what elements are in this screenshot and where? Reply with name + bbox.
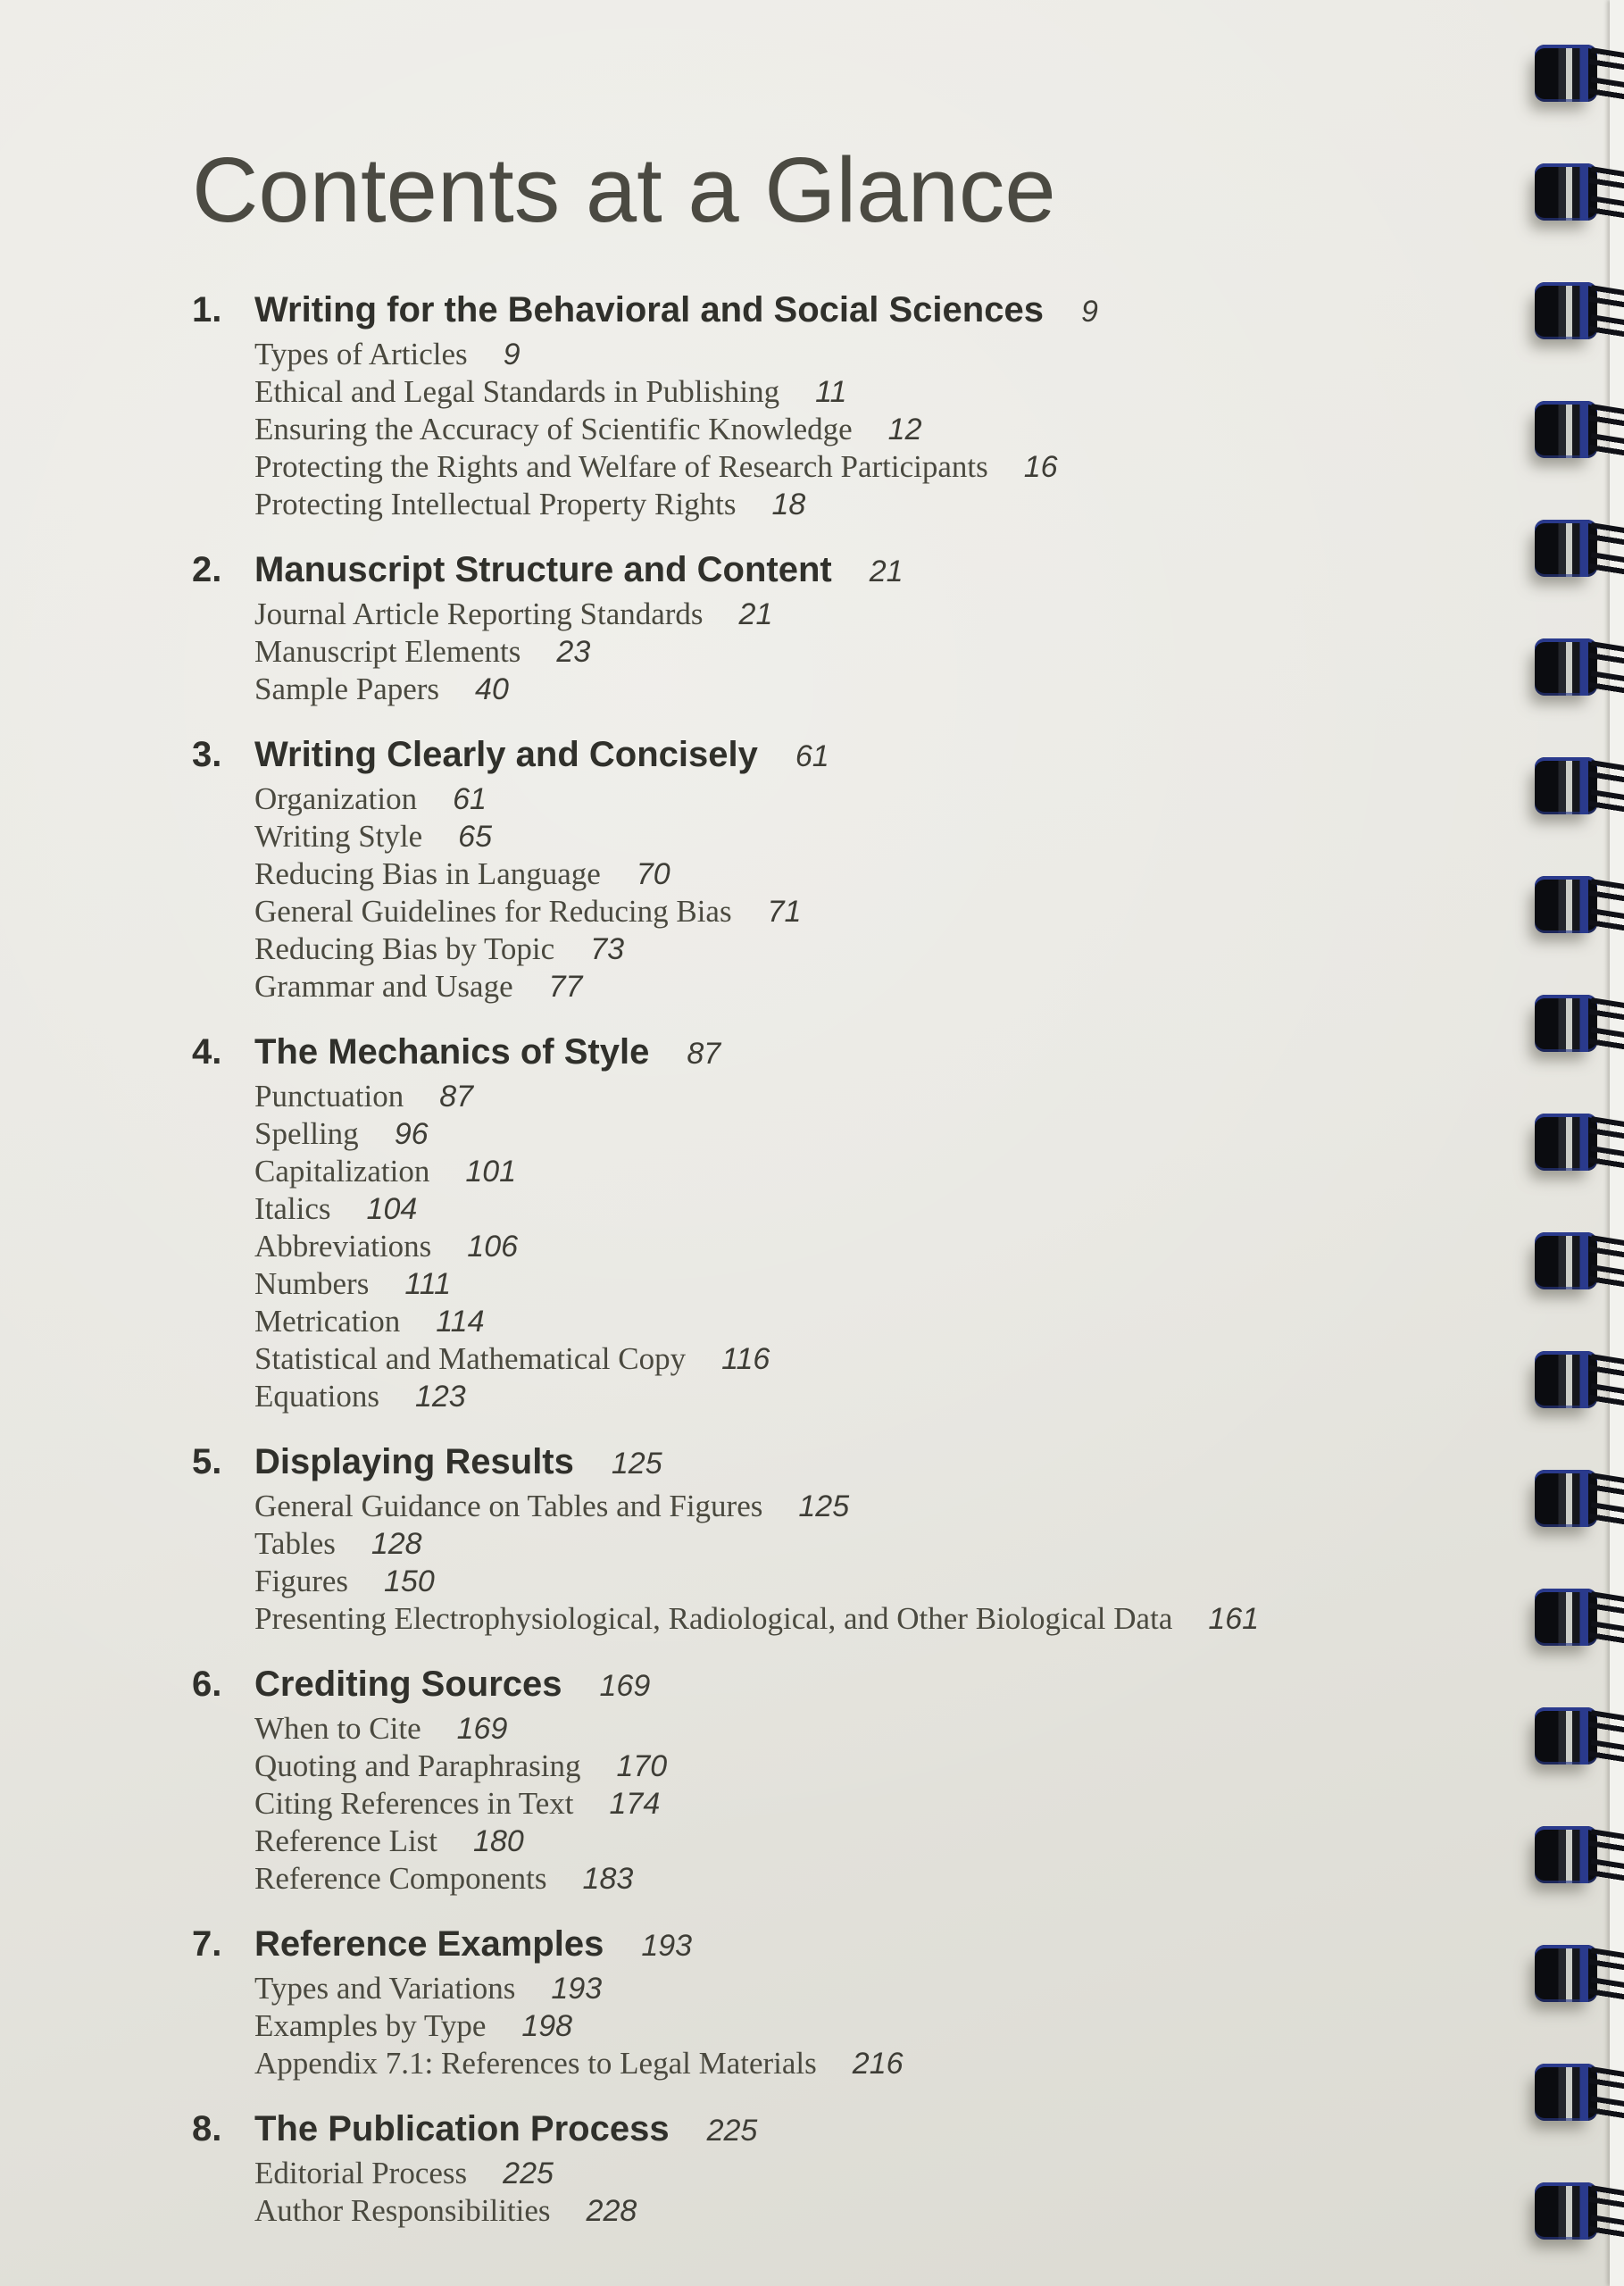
section-page-number: 193 <box>641 1929 693 1963</box>
section-items <box>192 1710 1433 1898</box>
binding-hole <box>1535 1114 1597 1171</box>
toc-section <box>192 735 1433 1005</box>
toc-item <box>254 780 1433 818</box>
toc-item <box>254 818 1433 855</box>
toc-item <box>254 2045 1433 2082</box>
binding-hole <box>1535 1470 1597 1527</box>
binding-coil-icon <box>1535 757 1624 814</box>
toc-item-label: Sample Papers <box>254 672 440 706</box>
toc-item <box>254 596 1433 633</box>
toc-item-label: Types and Variations <box>254 1971 516 2006</box>
toc-item <box>254 1600 1433 1638</box>
toc-item-label: Quoting and Paraphrasing <box>254 1748 581 1783</box>
toc-item-label: General Guidance on Tables and Figures <box>254 1489 763 1523</box>
section-items <box>192 780 1433 1005</box>
section-number: 8. <box>192 2109 222 2148</box>
binding-hole <box>1535 1707 1597 1765</box>
binding-hole <box>1535 1945 1597 2002</box>
section-title: Writing for the Behavioral and Social Sciences <box>254 290 1044 330</box>
binding-coil-icon <box>1535 1470 1624 1527</box>
toc-item-page: 23 <box>556 635 591 669</box>
toc-item <box>254 633 1433 671</box>
toc-item-label: Tables <box>254 1526 336 1561</box>
toc-item-page: 174 <box>609 1787 661 1821</box>
section-items <box>192 1488 1433 1638</box>
section-title: Manuscript Structure and Content <box>254 550 832 589</box>
toc-item <box>254 2192 1433 2230</box>
section-page-number: 169 <box>599 1669 651 1703</box>
binding-hole <box>1535 995 1597 1052</box>
binding-coil-icon <box>1535 282 1624 339</box>
toc-item <box>254 1970 1433 2007</box>
toc-item-page: 150 <box>384 1564 435 1598</box>
toc-item <box>254 486 1433 523</box>
toc-item-label: Reducing Bias in Language <box>254 856 601 891</box>
binding-hole <box>1535 1589 1597 1646</box>
toc-item <box>254 411 1433 448</box>
toc-item-label: Figures <box>254 1564 348 1598</box>
binding-hole <box>1535 282 1597 339</box>
toc-item-label: Citing References in Text <box>254 1786 574 1821</box>
section-items <box>192 336 1433 523</box>
toc-item <box>254 448 1433 486</box>
toc-item <box>254 1228 1433 1265</box>
toc-item-label: Italics <box>254 1191 331 1226</box>
binding-coil-icon <box>1535 1114 1624 1171</box>
toc-item <box>254 893 1433 930</box>
toc-section <box>192 290 1433 523</box>
toc-section <box>192 1032 1433 1415</box>
section-heading <box>192 735 1433 776</box>
binding-coil-icon <box>1535 2182 1624 2240</box>
binding-coil-icon <box>1535 1589 1624 1646</box>
section-page-number: 61 <box>795 739 829 773</box>
section-heading <box>192 1442 1433 1483</box>
toc-item-label: General Guidelines for Reducing Bias <box>254 894 732 929</box>
toc-item <box>254 1860 1433 1898</box>
section-heading <box>192 1664 1433 1706</box>
toc-item-page: 106 <box>467 1230 519 1264</box>
page-title: Contents at a Glance <box>192 138 1056 241</box>
binding-hole <box>1535 2064 1597 2121</box>
toc-item-label: Editorial Process <box>254 2156 468 2190</box>
toc-item-label: Equations <box>254 1379 379 1414</box>
toc-item-page: 225 <box>503 2157 554 2190</box>
section-title: Displaying Results <box>254 1442 574 1481</box>
section-items <box>192 1970 1433 2082</box>
toc-item-page: 40 <box>475 672 509 706</box>
binding-coil-icon <box>1535 520 1624 577</box>
toc-item-page: 18 <box>771 488 806 521</box>
section-page-number: 125 <box>611 1447 662 1481</box>
binding-hole <box>1535 45 1597 102</box>
toc-item <box>254 968 1433 1005</box>
toc-item-page: 12 <box>887 413 922 446</box>
section-number: 4. <box>192 1032 222 1072</box>
toc-item-page: 70 <box>636 857 670 891</box>
toc-item-label: Ensuring the Accuracy of Scientific Knowledge <box>254 412 853 446</box>
section-page-number: 87 <box>687 1037 721 1071</box>
toc-item <box>254 1190 1433 1228</box>
section-number: 3. <box>192 735 222 774</box>
toc-item-page: 16 <box>1023 450 1058 484</box>
binding-coil-icon <box>1535 2064 1624 2121</box>
binding-hole <box>1535 1232 1597 1289</box>
toc-item <box>254 1710 1433 1748</box>
toc-item <box>254 336 1433 373</box>
toc-item-page: 180 <box>473 1824 524 1858</box>
section-title: The Mechanics of Style <box>254 1032 650 1072</box>
section-page-number: 225 <box>706 2114 758 2148</box>
binding-hole <box>1535 1351 1597 1408</box>
binding-hole <box>1535 520 1597 577</box>
toc-page <box>192 134 1433 2230</box>
toc-item-page: 21 <box>738 597 773 631</box>
section-number: 5. <box>192 1442 222 1481</box>
toc-item <box>254 1265 1433 1303</box>
binding-hole <box>1535 638 1597 696</box>
section-title: Writing Clearly and Concisely <box>254 735 758 774</box>
toc-item-page: 114 <box>436 1305 485 1339</box>
toc-item-page: 125 <box>798 1489 850 1523</box>
section-page-number: 9 <box>1080 295 1098 329</box>
toc-item <box>254 2007 1433 2045</box>
toc-item-page: 228 <box>586 2194 637 2228</box>
toc-item <box>254 930 1433 968</box>
toc-item-label: Organization <box>254 781 418 816</box>
toc-item-label: Grammar and Usage <box>254 969 513 1004</box>
binding-coil-icon <box>1535 638 1624 696</box>
toc-item <box>254 1115 1433 1153</box>
section-heading <box>192 2109 1433 2150</box>
binding-coil-icon <box>1535 876 1624 933</box>
toc-item-page: 170 <box>616 1749 668 1783</box>
binding-coil-icon <box>1535 995 1624 1052</box>
toc-item-label: Reducing Bias by Topic <box>254 931 555 966</box>
section-page-number: 21 <box>869 555 904 588</box>
binding-coil-icon <box>1535 1232 1624 1289</box>
toc-item <box>254 1078 1433 1115</box>
toc-item-page: 128 <box>371 1527 422 1561</box>
toc-item <box>254 1340 1433 1378</box>
binding-coil-icon <box>1535 45 1624 102</box>
binding-hole <box>1535 2182 1597 2240</box>
toc-item-page: 65 <box>458 820 492 854</box>
toc-item-label: Protecting Intellectual Property Rights <box>254 487 737 521</box>
binding-coil-icon <box>1535 1707 1624 1765</box>
toc-item <box>254 1525 1433 1563</box>
toc-item <box>254 1378 1433 1415</box>
section-number: 2. <box>192 550 222 589</box>
toc-item-page: 96 <box>394 1117 429 1151</box>
toc-item <box>254 1748 1433 1785</box>
toc-item-page: 104 <box>366 1192 418 1226</box>
toc-item-page: 161 <box>1208 1602 1260 1636</box>
binding-coil-icon <box>1535 1826 1624 1883</box>
section-heading <box>192 550 1433 591</box>
toc-item-page: 9 <box>503 338 521 371</box>
toc-item-page: 123 <box>414 1380 466 1414</box>
toc-item-page: 111 <box>404 1267 451 1301</box>
binding-hole <box>1535 876 1597 933</box>
toc-item-label: Spelling <box>254 1116 359 1151</box>
toc-item-label: Capitalization <box>254 1154 430 1189</box>
toc-item-page: 73 <box>590 932 625 966</box>
toc-item-label: Appendix 7.1: References to Legal Materials <box>254 2046 817 2081</box>
toc-item <box>254 1785 1433 1823</box>
toc-item-page: 87 <box>439 1080 474 1114</box>
toc-section <box>192 1442 1433 1638</box>
toc-item-page: 216 <box>852 2047 904 2081</box>
toc-item-page: 101 <box>465 1155 517 1189</box>
toc-item-label: Author Responsibilities <box>254 2193 551 2228</box>
toc-item-page: 71 <box>767 895 802 929</box>
toc-item-label: Presenting Electrophysiological, Radiological, and Other Biological Data <box>254 1601 1173 1636</box>
toc-section <box>192 2109 1433 2230</box>
section-title: The Publication Process <box>254 2109 670 2148</box>
section-heading <box>192 1032 1433 1073</box>
toc-item-page: 61 <box>453 782 487 816</box>
section-title: Crediting Sources <box>254 1664 562 1704</box>
toc-item <box>254 1823 1433 1860</box>
spiral-binding <box>1517 0 1624 2286</box>
section-heading <box>192 290 1433 331</box>
binding-hole <box>1535 757 1597 814</box>
toc-item-label: When to Cite <box>254 1711 421 1746</box>
toc-item-page: 183 <box>582 1862 634 1896</box>
section-items <box>192 1078 1433 1415</box>
toc-item-label: Abbreviations <box>254 1229 432 1264</box>
toc-item-label: Statistical and Mathematical Copy <box>254 1341 687 1376</box>
binding-hole <box>1535 1826 1597 1883</box>
toc-item-page: 77 <box>548 970 583 1004</box>
toc-item <box>254 1563 1433 1600</box>
toc-item-label: Numbers <box>254 1266 370 1301</box>
toc-section <box>192 1664 1433 1898</box>
toc-item <box>254 373 1433 411</box>
toc-item-label: Reference Components <box>254 1861 547 1896</box>
binding-coil-icon <box>1535 1351 1624 1408</box>
toc-item-label: Writing Style <box>254 819 423 854</box>
section-items <box>192 2155 1433 2230</box>
toc-item-label: Punctuation <box>254 1079 404 1114</box>
toc-item-label: Examples by Type <box>254 2008 487 2043</box>
toc-item-label: Metrication <box>254 1304 401 1339</box>
toc-item <box>254 1488 1433 1525</box>
toc-item-page: 116 <box>721 1342 770 1376</box>
toc-item <box>254 855 1433 893</box>
toc-item <box>254 1153 1433 1190</box>
binding-coil-icon <box>1535 401 1624 458</box>
toc-section <box>192 550 1433 708</box>
section-number: 6. <box>192 1664 222 1704</box>
binding-coil-icon <box>1535 1945 1624 2002</box>
toc-item <box>254 2155 1433 2192</box>
toc-item-label: Ethical and Legal Standards in Publishing <box>254 374 780 409</box>
toc-item-page: 11 <box>815 375 847 409</box>
toc-item-label: Types of Articles <box>254 337 468 371</box>
binding-hole <box>1535 163 1597 221</box>
section-title: Reference Examples <box>254 1924 604 1964</box>
toc-item-page: 193 <box>551 1972 603 2006</box>
binding-coil-icon <box>1535 163 1624 221</box>
toc-item <box>254 1303 1433 1340</box>
toc-item-page: 198 <box>521 2009 573 2043</box>
section-items <box>192 596 1433 708</box>
toc-section <box>192 1924 1433 2082</box>
toc-list <box>192 290 1433 2230</box>
section-heading <box>192 1924 1433 1965</box>
toc-item-label: Manuscript Elements <box>254 634 521 669</box>
toc-item-page: 169 <box>456 1712 508 1746</box>
toc-item-label: Reference List <box>254 1823 438 1858</box>
section-number: 7. <box>192 1924 222 1964</box>
section-number: 1. <box>192 290 222 330</box>
binding-hole <box>1535 401 1597 458</box>
toc-item-label: Journal Article Reporting Standards <box>254 597 704 631</box>
toc-item <box>254 671 1433 708</box>
toc-item-label: Protecting the Rights and Welfare of Research Participants <box>254 449 988 484</box>
